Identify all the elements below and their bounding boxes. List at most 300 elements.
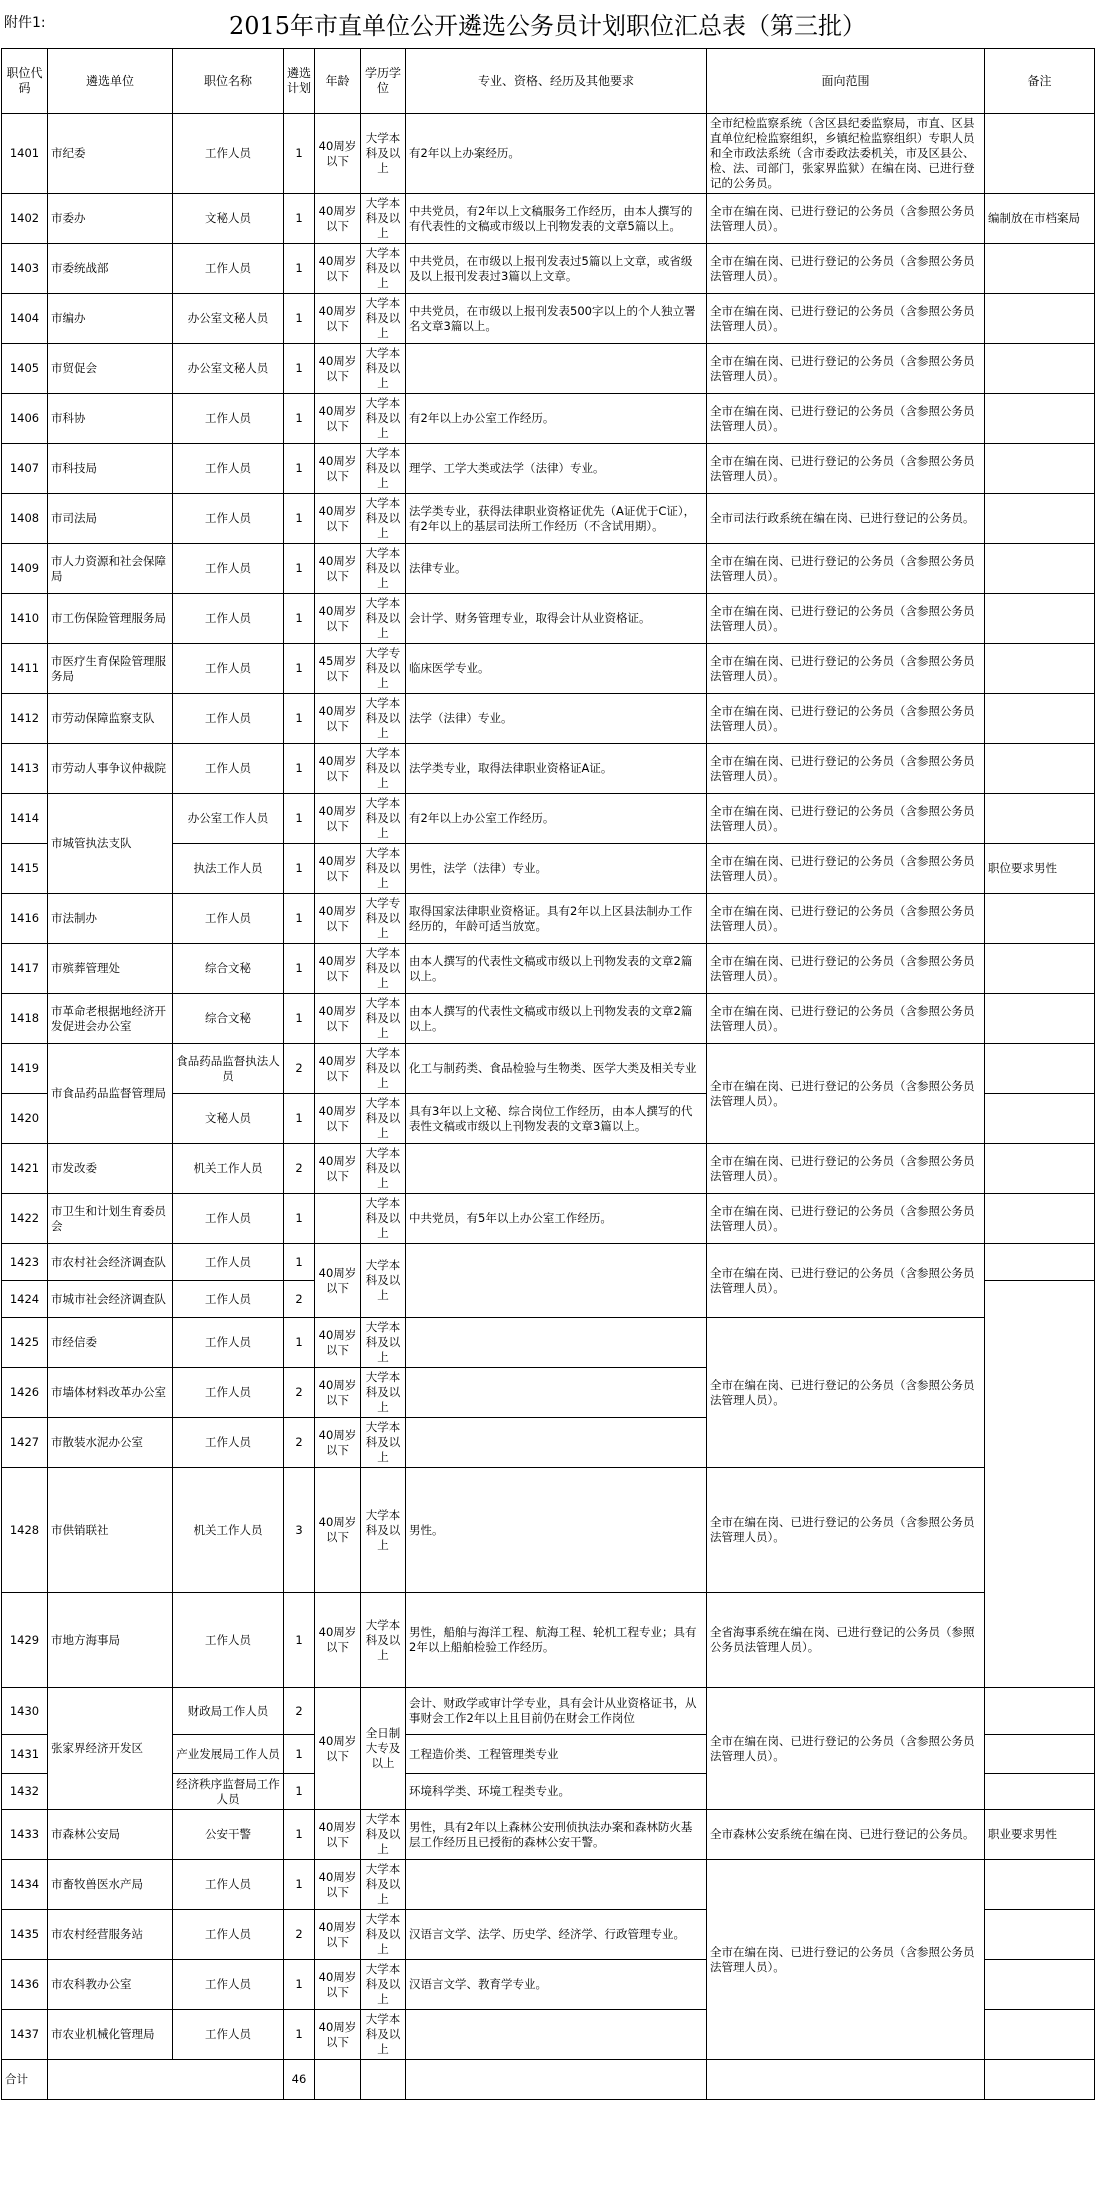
cell-req: 工程造价类、工程管理类专业: [406, 1735, 707, 1774]
header-cell: 备注: [985, 49, 1095, 114]
cell-scope: 全市在编在岗、已进行登记的公务员（含参照公务员法管理人员）。: [707, 844, 985, 894]
cell-scope: 全省海事系统在编在岗、已进行登记的公务员（参照公务员法管理人员）。: [707, 1593, 985, 1688]
total-value: 46: [284, 2060, 315, 2100]
header-cell: 专业、资格、经历及其他要求: [406, 49, 707, 114]
cell-age: 40周岁以下: [315, 1960, 361, 2010]
cell-scope: 全市在编在岗、已进行登记的公务员（含参照公务员法管理人员）。: [707, 944, 985, 994]
cell-edu: 大学本科及以上: [361, 1860, 406, 1910]
cell-unit: 市散装水泥办公室: [48, 1418, 173, 1468]
cell-note: [985, 1735, 1095, 1774]
cell-scope: 全市在编在岗、已进行登记的公务员（含参照公务员法管理人员）。: [707, 694, 985, 744]
cell-edu: 大学本科及以上: [361, 1194, 406, 1244]
cell-note: 职业要求男性: [985, 1810, 1095, 1860]
cell-pos: 工作人员: [173, 694, 284, 744]
cell-pos: 综合文秘: [173, 944, 284, 994]
header-row: [2, 49, 1095, 114]
cell-plan: 1: [284, 994, 315, 1044]
cell-note: [985, 994, 1095, 1044]
cell-plan: 1: [284, 544, 315, 594]
cell-plan: 1: [284, 744, 315, 794]
attachment-label: 附件1:: [4, 15, 46, 31]
cell-plan: 1: [284, 244, 315, 294]
cell-pos: 工作人员: [173, 544, 284, 594]
cell-code: 1402: [2, 194, 48, 244]
cell-code: 1407: [2, 444, 48, 494]
cell-age: 40周岁以下: [315, 394, 361, 444]
cell-age: 40周岁以下: [315, 1860, 361, 1910]
position-table: [1, 48, 1095, 2100]
cell-pos: 工作人员: [173, 494, 284, 544]
cell-code: 1412: [2, 694, 48, 744]
cell-age: 40周岁以下: [315, 1910, 361, 1960]
cell-age: 40周岁以下: [315, 2010, 361, 2060]
cell-unit: 市森林公安局: [48, 1810, 173, 1860]
table-row: [2, 1194, 1095, 1244]
table-row: [2, 944, 1095, 994]
cell-age: 40周岁以下: [315, 1468, 361, 1593]
cell-req: 男性，法学（法律）专业。: [406, 844, 707, 894]
cell-code: 1431: [2, 1735, 48, 1774]
cell-unit: 市地方海事局: [48, 1593, 173, 1688]
cell-edu: 大学本科及以上: [361, 1368, 406, 1418]
cell-note: [985, 894, 1095, 944]
cell-pos: 办公室文秘人员: [173, 344, 284, 394]
cell-pos: 工作人员: [173, 594, 284, 644]
cell-plan: 1: [284, 894, 315, 944]
cell-code: 1426: [2, 1368, 48, 1418]
cell-plan: 1: [284, 344, 315, 394]
cell-pos: 公安干警: [173, 1810, 284, 1860]
cell-age: 40周岁以下: [315, 994, 361, 1044]
cell-note: 编制放在市档案局: [985, 194, 1095, 244]
cell-plan: 2: [284, 1281, 315, 1318]
cell-age: 40周岁以下: [315, 1094, 361, 1144]
cell-req: [406, 1144, 707, 1194]
cell-plan: 1: [284, 594, 315, 644]
cell-plan: 1: [284, 1960, 315, 2010]
cell-age: 40周岁以下: [315, 344, 361, 394]
cell-note: [985, 744, 1095, 794]
cell-unit: 市编办: [48, 294, 173, 344]
cell-unit: 张家界经济开发区: [48, 1688, 173, 1810]
cell-req: 男性。: [406, 1468, 707, 1593]
cell-unit: 市食品药品监督管理局: [48, 1044, 173, 1144]
cell-plan: 2: [284, 1418, 315, 1468]
table-row: [2, 594, 1095, 644]
cell-edu: 大学本科及以上: [361, 494, 406, 544]
cell-plan: 1: [284, 1194, 315, 1244]
total-row: [2, 2060, 1095, 2100]
cell-unit: 市畜牧兽医水产局: [48, 1860, 173, 1910]
cell-note: [985, 1094, 1095, 1144]
cell-scope: 全市在编在岗、已进行登记的公务员（含参照公务员法管理人员）。: [707, 1144, 985, 1194]
cell-age: 40周岁以下: [315, 744, 361, 794]
cell-req: 具有3年以上文秘、综合岗位工作经历，由本人撰写的代表性文稿或市级以上刊物发表的文章3篇以上。: [406, 1094, 707, 1144]
cell-unit: 市农科教办公室: [48, 1960, 173, 2010]
cell-req: 男性，具有2年以上森林公安刑侦执法办案和森林防火基层工作经历且已授衔的森林公安干警。: [406, 1810, 707, 1860]
cell-pos: 综合文秘: [173, 994, 284, 1044]
header-cell: 年龄: [315, 49, 361, 114]
table-row: [2, 1810, 1095, 1860]
cell-req: 有2年以上办公室工作经历。: [406, 794, 707, 844]
cell-age: 40周岁以下: [315, 1593, 361, 1688]
cell-req: [406, 1418, 707, 1468]
cell-note: [985, 1244, 1095, 1281]
cell-edu: 大学本科及以上: [361, 194, 406, 244]
cell-code: 1428: [2, 1468, 48, 1593]
cell-code: 1437: [2, 2010, 48, 2060]
cell-pos: 工作人员: [173, 1418, 284, 1468]
cell-unit: 市委统战部: [48, 244, 173, 294]
cell-scope: 全市在编在岗、已进行登记的公务员（含参照公务员法管理人员）。: [707, 1318, 985, 1468]
cell-unit: 市城管执法支队: [48, 794, 173, 894]
cell-plan: 2: [284, 1910, 315, 1960]
cell-req: 中共党员，在市级以上报刊发表500字以上的个人独立署名文章3篇以上。: [406, 294, 707, 344]
cell-scope: 全市纪检监察系统（含区县纪委监察局，市直、区县直单位纪检监察组织，乡镇纪检监察组织）专职人员和全市政法系统（含市委政法委机关，市及区县公、检、法、司部门，张家界监狱）在编在岗、已进行登记的公务员。: [707, 114, 985, 194]
table-row: [2, 1318, 1095, 1368]
cell-scope: 全市在编在岗、已进行登记的公务员（含参照公务员法管理人员）。: [707, 1194, 985, 1244]
cell-unit: 市城市社会经济调查队: [48, 1281, 173, 1318]
cell-unit: 市劳动人事争议仲裁院: [48, 744, 173, 794]
total-blank: [315, 2060, 361, 2100]
cell-edu: 大学本科及以上: [361, 1960, 406, 2010]
cell-edu: 大学本科及以上: [361, 944, 406, 994]
cell-req: 男性，船舶与海洋工程、航海工程、轮机工程专业；具有2年以上船舶检验工作经历。: [406, 1593, 707, 1688]
cell-note: [985, 1910, 1095, 1960]
cell-edu: 全日制大专及以上: [361, 1688, 406, 1810]
cell-age: 40周岁以下: [315, 694, 361, 744]
cell-edu: 大学本科及以上: [361, 1044, 406, 1094]
cell-note: [985, 494, 1095, 544]
cell-req: [406, 2010, 707, 2060]
table-row: [2, 114, 1095, 194]
cell-pos: 工作人员: [173, 394, 284, 444]
table-row: [2, 194, 1095, 244]
cell-note: 职位要求男性: [985, 844, 1095, 894]
cell-plan: 1: [284, 444, 315, 494]
header-cell: 遴选单位: [48, 49, 173, 114]
cell-code: 1418: [2, 994, 48, 1044]
header-cell: 遴选计划: [284, 49, 315, 114]
cell-note: [985, 594, 1095, 644]
cell-age: 40周岁以下: [315, 1688, 361, 1810]
cell-scope: 全市在编在岗、已进行登记的公务员（含参照公务员法管理人员）。: [707, 544, 985, 594]
cell-req: 有2年以上办案经历。: [406, 114, 707, 194]
cell-edu: 大学本科及以上: [361, 2010, 406, 2060]
cell-unit: 市科技局: [48, 444, 173, 494]
cell-edu: 大学本科及以上: [361, 394, 406, 444]
cell-pos: 工作人员: [173, 1368, 284, 1418]
cell-unit: 市殡葬管理处: [48, 944, 173, 994]
cell-pos: 工作人员: [173, 744, 284, 794]
cell-age: 40周岁以下: [315, 244, 361, 294]
cell-unit: 市供销联社: [48, 1468, 173, 1593]
cell-note: [985, 1860, 1095, 1910]
cell-req: 法学（法律）专业。: [406, 694, 707, 744]
cell-plan: 2: [284, 1688, 315, 1735]
cell-plan: 3: [284, 1468, 315, 1593]
cell-plan: 1: [284, 494, 315, 544]
cell-plan: 1: [284, 1094, 315, 1144]
cell-req: 中共党员，有5年以上办公室工作经历。: [406, 1194, 707, 1244]
cell-code: 1401: [2, 114, 48, 194]
cell-age: 45周岁以下: [315, 644, 361, 694]
cell-edu: 大学本科及以上: [361, 294, 406, 344]
cell-plan: 1: [284, 694, 315, 744]
cell-plan: 1: [284, 2010, 315, 2060]
cell-pos: 办公室文秘人员: [173, 294, 284, 344]
cell-pos: 经济秩序监督局工作人员: [173, 1774, 284, 1810]
cell-req: [406, 344, 707, 394]
cell-code: 1435: [2, 1910, 48, 1960]
cell-scope: 全市在编在岗、已进行登记的公务员（含参照公务员法管理人员）。: [707, 594, 985, 644]
cell-pos: 产业发展局工作人员: [173, 1735, 284, 1774]
cell-age: 40周岁以下: [315, 944, 361, 994]
cell-scope: 全市在编在岗、已进行登记的公务员（含参照公务员法管理人员）。: [707, 744, 985, 794]
cell-plan: 1: [284, 1774, 315, 1810]
cell-pos: 工作人员: [173, 114, 284, 194]
cell-code: 1421: [2, 1144, 48, 1194]
cell-unit: 市革命老根据地经济开发促进会办公室: [48, 994, 173, 1044]
cell-code: 1405: [2, 344, 48, 394]
cell-age: 40周岁以下: [315, 194, 361, 244]
cell-req: 由本人撰写的代表性文稿或市级以上刊物发表的文章2篇以上。: [406, 944, 707, 994]
cell-age: 40周岁以下: [315, 114, 361, 194]
cell-age: 40周岁以下: [315, 294, 361, 344]
cell-unit: 市发改委: [48, 1144, 173, 1194]
cell-pos: 文秘人员: [173, 194, 284, 244]
cell-plan: 1: [284, 1593, 315, 1688]
cell-note: [985, 444, 1095, 494]
total-blank: [406, 2060, 707, 2100]
cell-scope: 全市在编在岗、已进行登记的公务员（含参照公务员法管理人员）。: [707, 394, 985, 444]
cell-plan: 1: [284, 844, 315, 894]
cell-pos: 财政局工作人员: [173, 1688, 284, 1735]
cell-scope: 全市在编在岗、已进行登记的公务员（含参照公务员法管理人员）。: [707, 344, 985, 394]
cell-code: 1410: [2, 594, 48, 644]
cell-scope: 全市在编在岗、已进行登记的公务员（含参照公务员法管理人员）。: [707, 444, 985, 494]
cell-req: 取得国家法律职业资格证。具有2年以上区县法制办工作经历的，年龄可适当放宽。: [406, 894, 707, 944]
total-blank: [48, 2060, 284, 2100]
total-blank: [985, 2060, 1095, 2100]
cell-edu: 大学本科及以上: [361, 1144, 406, 1194]
cell-plan: 1: [284, 1810, 315, 1860]
cell-code: 1415: [2, 844, 48, 894]
cell-req: 会计、财政学或审计学专业，具有会计从业资格证书，从事财会工作2年以上且目前仍在财会工作岗位: [406, 1688, 707, 1735]
cell-plan: 2: [284, 1368, 315, 1418]
cell-edu: 大学本科及以上: [361, 694, 406, 744]
cell-code: 1409: [2, 544, 48, 594]
cell-req: [406, 1368, 707, 1418]
cell-unit: 市卫生和计划生育委员会: [48, 1194, 173, 1244]
cell-code: 1420: [2, 1094, 48, 1144]
cell-req: 环境科学类、环境工程类专业。: [406, 1774, 707, 1810]
cell-note: [985, 1774, 1095, 1810]
cell-req: 有2年以上办公室工作经历。: [406, 394, 707, 444]
cell-scope: 全市在编在岗、已进行登记的公务员（含参照公务员法管理人员）。: [707, 994, 985, 1044]
cell-pos: 执法工作人员: [173, 844, 284, 894]
table-row: [2, 244, 1095, 294]
cell-code: 1406: [2, 394, 48, 444]
cell-pos: 工作人员: [173, 1194, 284, 1244]
cell-plan: 1: [284, 194, 315, 244]
cell-note: [985, 394, 1095, 444]
cell-plan: 1: [284, 114, 315, 194]
cell-unit: 市医疗生育保险管理服务局: [48, 644, 173, 694]
cell-plan: 1: [284, 644, 315, 694]
cell-pos: 工作人员: [173, 1281, 284, 1318]
cell-edu: 大学本科及以上: [361, 344, 406, 394]
cell-edu: 大学本科及以上: [361, 594, 406, 644]
cell-unit: 市纪委: [48, 114, 173, 194]
cell-req: 法学类专业，获得法律职业资格证优先（A证优于C证），有2年以上的基层司法所工作经历（不含试用期）。: [406, 494, 707, 544]
cell-age: [315, 1194, 361, 1244]
table-row: [2, 644, 1095, 694]
cell-pos: 文秘人员: [173, 1094, 284, 1144]
cell-scope: 全市在编在岗、已进行登记的公务员（含参照公务员法管理人员）。: [707, 294, 985, 344]
table-row: [2, 1044, 1095, 1094]
cell-age: 40周岁以下: [315, 1418, 361, 1468]
cell-unit: 市法制办: [48, 894, 173, 944]
cell-pos: 工作人员: [173, 244, 284, 294]
header-cell: 职位代码: [2, 49, 48, 114]
cell-pos: 机关工作人员: [173, 1468, 284, 1593]
cell-note: [985, 1194, 1095, 1244]
cell-code: 1434: [2, 1860, 48, 1910]
cell-edu: 大学本科及以上: [361, 114, 406, 194]
cell-req: 中共党员，在市级以上报刊发表过5篇以上文章，或省级及以上报刊发表过3篇以上文章。: [406, 244, 707, 294]
cell-pos: 工作人员: [173, 1244, 284, 1281]
table-row: [2, 744, 1095, 794]
cell-edu: 大学本科及以上: [361, 1593, 406, 1688]
cell-edu: 大学本科及以上: [361, 1418, 406, 1468]
cell-note: [985, 694, 1095, 744]
cell-edu: 大学本科及以上: [361, 1810, 406, 1860]
cell-age: 40周岁以下: [315, 1810, 361, 1860]
cell-code: 1433: [2, 1810, 48, 1860]
cell-req: 化工与制药类、食品检验与生物类、医学大类及相关专业: [406, 1044, 707, 1094]
cell-plan: 1: [284, 1860, 315, 1910]
cell-code: 1425: [2, 1318, 48, 1368]
cell-code: 1417: [2, 944, 48, 994]
cell-code: 1436: [2, 1960, 48, 2010]
cell-age: 40周岁以下: [315, 594, 361, 644]
cell-unit: 市科协: [48, 394, 173, 444]
cell-req: 法学类专业，取得法律职业资格证A证。: [406, 744, 707, 794]
cell-pos: 工作人员: [173, 1318, 284, 1368]
cell-code: 1416: [2, 894, 48, 944]
cell-edu: 大学本科及以上: [361, 744, 406, 794]
page-title: 2015年市直单位公开遴选公务员计划职位汇总表（第三批）: [228, 12, 867, 40]
cell-pos: 机关工作人员: [173, 1144, 284, 1194]
table-row: [2, 444, 1095, 494]
cell-pos: 工作人员: [173, 1910, 284, 1960]
cell-note: [985, 2010, 1095, 2060]
cell-unit: 市经信委: [48, 1318, 173, 1368]
cell-edu: 大学本科及以上: [361, 544, 406, 594]
cell-unit: 市墙体材料改革办公室: [48, 1368, 173, 1418]
cell-age: 40周岁以下: [315, 1368, 361, 1418]
cell-code: 1424: [2, 1281, 48, 1318]
cell-note: [985, 294, 1095, 344]
cell-pos: 工作人员: [173, 1593, 284, 1688]
cell-note: [985, 1044, 1095, 1094]
total-label: 合计: [2, 2060, 48, 2100]
cell-note: [985, 1960, 1095, 2010]
table-row: [2, 994, 1095, 1044]
cell-unit: 市农村经营服务站: [48, 1910, 173, 1960]
table-row: [2, 694, 1095, 744]
cell-age: 40周岁以下: [315, 894, 361, 944]
cell-edu: 大学本科及以上: [361, 1244, 406, 1318]
cell-edu: 大学本科及以上: [361, 444, 406, 494]
cell-edu: 大学本科及以上: [361, 1318, 406, 1368]
cell-code: 1422: [2, 1194, 48, 1244]
total-blank: [707, 2060, 985, 2100]
cell-pos: 工作人员: [173, 444, 284, 494]
cell-code: 1427: [2, 1418, 48, 1468]
cell-age: 40周岁以下: [315, 1144, 361, 1194]
cell-code: 1419: [2, 1044, 48, 1094]
table-row: [2, 494, 1095, 544]
cell-unit: 市人力资源和社会保障局: [48, 544, 173, 594]
cell-code: 1411: [2, 644, 48, 694]
cell-age: 40周岁以下: [315, 494, 361, 544]
table-row: [2, 1860, 1095, 1910]
table-row: [2, 794, 1095, 844]
cell-scope: 全市在编在岗、已进行登记的公务员（含参照公务员法管理人员）。: [707, 894, 985, 944]
cell-scope: 全市在编在岗、已进行登记的公务员（含参照公务员法管理人员）。: [707, 1688, 985, 1810]
cell-age: 40周岁以下: [315, 794, 361, 844]
cell-pos: 工作人员: [173, 644, 284, 694]
cell-scope: 全市在编在岗、已进行登记的公务员（含参照公务员法管理人员）。: [707, 1468, 985, 1593]
cell-plan: 1: [284, 1318, 315, 1368]
cell-scope: 全市在编在岗、已进行登记的公务员（含参照公务员法管理人员）。: [707, 244, 985, 294]
table-row: [2, 1688, 1095, 1735]
cell-req: 汉语言文学、法学、历史学、经济学、行政管理专业。: [406, 1910, 707, 1960]
cell-req: 中共党员，有2年以上文稿服务工作经历，由本人撰写的有代表性的文稿或市级以上刊物发表的文章5篇以上。: [406, 194, 707, 244]
cell-edu: 大学专科及以上: [361, 894, 406, 944]
cell-req: 法律专业。: [406, 544, 707, 594]
cell-plan: 1: [284, 294, 315, 344]
cell-req: 会计学、财务管理专业，取得会计从业资格证。: [406, 594, 707, 644]
cell-note: [985, 1144, 1095, 1194]
title-bar: [0, 0, 1095, 48]
header-cell: 面向范围: [707, 49, 985, 114]
cell-plan: 1: [284, 944, 315, 994]
cell-plan: 2: [284, 1144, 315, 1194]
cell-age: 40周岁以下: [315, 1044, 361, 1094]
table-row: [2, 1468, 1095, 1593]
cell-code: 1423: [2, 1244, 48, 1281]
cell-scope: 全市在编在岗、已进行登记的公务员（含参照公务员法管理人员）。: [707, 1244, 985, 1318]
cell-pos: 工作人员: [173, 894, 284, 944]
cell-scope: 全市在编在岗、已进行登记的公务员（含参照公务员法管理人员）。: [707, 1860, 985, 2060]
table-row: [2, 544, 1095, 594]
cell-scope: 全市森林公安系统在编在岗、已进行登记的公务员。: [707, 1810, 985, 1860]
cell-scope: 全市在编在岗、已进行登记的公务员（含参照公务员法管理人员）。: [707, 794, 985, 844]
cell-pos: 办公室工作人员: [173, 794, 284, 844]
cell-plan: 1: [284, 794, 315, 844]
cell-unit: 市农业机械化管理局: [48, 2010, 173, 2060]
cell-note: [985, 1688, 1095, 1735]
cell-unit: 市劳动保障监察支队: [48, 694, 173, 744]
cell-code: 1430: [2, 1688, 48, 1735]
table-row: [2, 1593, 1095, 1688]
cell-age: 40周岁以下: [315, 844, 361, 894]
cell-plan: 1: [284, 394, 315, 444]
cell-pos: 工作人员: [173, 1960, 284, 2010]
